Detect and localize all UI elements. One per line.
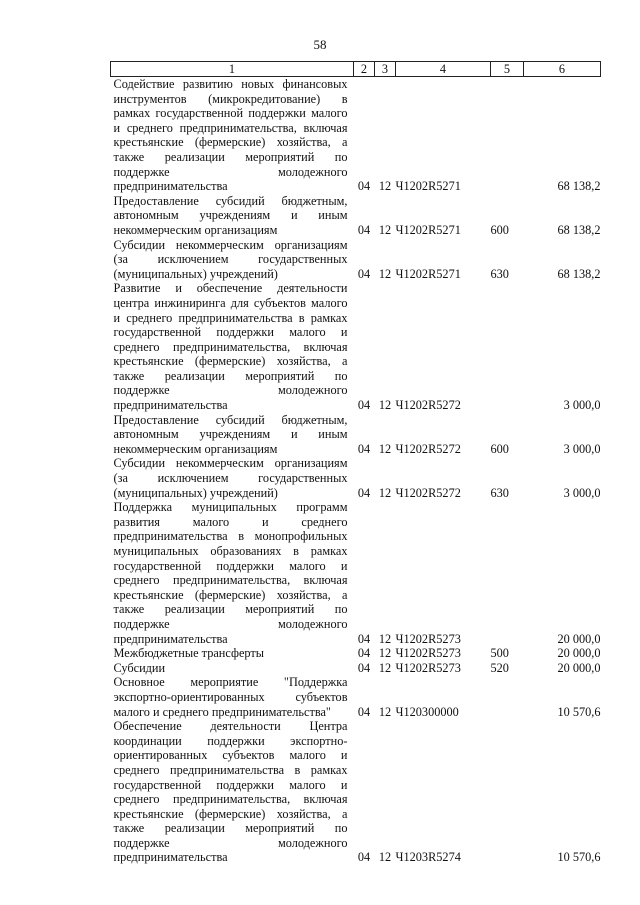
row-amount: 68 138,2 bbox=[557, 266, 601, 281]
column-header-target-article: 4 bbox=[396, 62, 491, 77]
row-name: Обеспечение деятельности Центра координации поддержки экспортно-ориентированных субъектов малого и среднего предпринимательства в рамках государственной поддержки малого и среднего предпринимательства, включая крестьянские (фермерские) хозяйства, а также реализации мероприятий по поддержке молодежного предпринимательства bbox=[113, 719, 348, 865]
row-expense-type: 600 bbox=[490, 222, 509, 237]
row-section: 04 bbox=[357, 179, 371, 194]
row-target-article: Ч1202R5272 bbox=[395, 441, 461, 456]
row-amount: 3 000,0 bbox=[563, 398, 601, 413]
row-subsection: 12 bbox=[378, 179, 392, 194]
row-amount: 68 138,2 bbox=[557, 222, 601, 237]
row-subsection: 12 bbox=[378, 398, 392, 413]
table-row bbox=[111, 194, 601, 238]
budget-table bbox=[110, 61, 601, 865]
column-header-name: 1 bbox=[111, 62, 354, 77]
row-name: Поддержка муниципальных программ развития малого и среднего предпринимательства в монопрофильных муниципальных образованиях в рамках государственной поддержки малого и среднего предпринимательства, включая крестьянские (фермерские) хозяйства, а также реализации мероприятий по поддержке молодежного предпринимательства bbox=[113, 500, 348, 646]
row-section: 04 bbox=[357, 631, 371, 646]
row-target-article: Ч1202R5271 bbox=[395, 222, 461, 237]
row-amount: 20 000,0 bbox=[557, 646, 601, 661]
row-amount: 20 000,0 bbox=[557, 631, 601, 646]
row-name: Содействие развитию новых финансовых инструментов (микрокредитование) в рамках государственной поддержки малого и среднего предпринимательства, включая крестьянские (фермерские) хозяйства, а также реализации мероприятий по поддержке молодежного предпринимательства bbox=[113, 77, 348, 194]
table-row bbox=[111, 719, 601, 865]
column-header-expense-type: 5 bbox=[491, 62, 524, 77]
row-subsection: 12 bbox=[378, 631, 392, 646]
table-row bbox=[111, 77, 601, 194]
row-section: 04 bbox=[357, 266, 371, 281]
row-expense-type: 630 bbox=[490, 485, 509, 500]
row-target-article: Ч1202R5273 bbox=[395, 631, 461, 646]
row-expense-type bbox=[491, 500, 524, 646]
row-target-article: Ч1202R5273 bbox=[395, 646, 461, 661]
row-target-article: Ч1202R5273 bbox=[395, 660, 461, 675]
row-expense-type bbox=[491, 77, 524, 194]
row-section: 04 bbox=[357, 704, 371, 719]
row-name: Субсидии некоммерческим организациям (за исключением государственных (муниципальных) учреждений) bbox=[113, 237, 348, 281]
table-row bbox=[111, 675, 601, 719]
row-name: Предоставление субсидий бюджетным, автономным учреждениям и иным некоммерческим организациям bbox=[113, 193, 348, 237]
column-header-subsection: 3 bbox=[375, 62, 396, 77]
row-expense-type bbox=[491, 719, 524, 865]
row-name: Субсидии некоммерческим организациям (за исключением государственных (муниципальных) учреждений) bbox=[113, 456, 348, 500]
row-amount: 10 570,6 bbox=[557, 850, 601, 865]
row-target-article: Ч1202R5272 bbox=[395, 485, 461, 500]
row-name: Предоставление субсидий бюджетным, автономным учреждениям и иным некоммерческим организациям bbox=[113, 412, 348, 456]
row-subsection: 12 bbox=[378, 485, 392, 500]
row-name: Межбюджетные трансферты bbox=[113, 646, 265, 661]
row-subsection: 12 bbox=[378, 704, 392, 719]
row-expense-type bbox=[491, 281, 524, 412]
table-row bbox=[111, 456, 601, 500]
row-section: 04 bbox=[357, 441, 371, 456]
row-amount: 3 000,0 bbox=[563, 441, 601, 456]
row-section: 04 bbox=[357, 398, 371, 413]
row-section: 04 bbox=[357, 660, 371, 675]
row-section: 04 bbox=[357, 646, 371, 661]
table-row bbox=[111, 238, 601, 282]
row-subsection: 12 bbox=[378, 222, 392, 237]
row-section: 04 bbox=[357, 850, 371, 865]
table-row bbox=[111, 661, 601, 676]
page-number: 58 bbox=[313, 37, 327, 52]
row-amount: 20 000,0 bbox=[557, 660, 601, 675]
row-section: 04 bbox=[357, 222, 371, 237]
row-subsection: 12 bbox=[378, 266, 392, 281]
table-header-row bbox=[111, 62, 601, 77]
row-amount: 10 570,6 bbox=[557, 704, 601, 719]
table-row bbox=[111, 500, 601, 646]
table-row bbox=[111, 281, 601, 412]
row-expense-type: 600 bbox=[490, 441, 509, 456]
column-header-section: 2 bbox=[354, 62, 375, 77]
column-header-amount: 6 bbox=[524, 62, 601, 77]
table-row bbox=[111, 413, 601, 457]
row-amount: 3 000,0 bbox=[563, 485, 601, 500]
row-target-article: Ч1202R5272 bbox=[395, 398, 461, 413]
row-expense-type: 500 bbox=[490, 646, 509, 661]
row-name: Развитие и обеспечение деятельности центра инжиниринга для субъектов малого и среднего предпринимательства в рамках государственной поддержки малого и среднего предпринимательства, включая крестьянские (фермерские) хозяйства, а также реализации мероприятий по поддержке молодежного предпринимательства bbox=[113, 281, 348, 413]
row-expense-type bbox=[491, 675, 524, 719]
row-subsection: 12 bbox=[378, 441, 392, 456]
row-subsection: 12 bbox=[378, 850, 392, 865]
table-row bbox=[111, 646, 601, 661]
row-section: 04 bbox=[357, 485, 371, 500]
row-target-article: Ч120300000 bbox=[395, 704, 459, 719]
row-target-article: Ч1202R5271 bbox=[395, 266, 461, 281]
row-expense-type: 630 bbox=[490, 266, 509, 281]
row-amount: 68 138,2 bbox=[557, 179, 601, 194]
row-subsection: 12 bbox=[378, 660, 392, 675]
row-target-article: Ч1203R5274 bbox=[395, 850, 461, 865]
row-name: Субсидии bbox=[113, 660, 166, 675]
row-target-article: Ч1202R5271 bbox=[395, 179, 461, 194]
row-expense-type: 520 bbox=[490, 660, 509, 675]
row-subsection: 12 bbox=[378, 646, 392, 661]
row-name: Основное мероприятие "Поддержка экспортно-ориентированных субъектов малого и среднего предпринимательства" bbox=[113, 675, 348, 719]
